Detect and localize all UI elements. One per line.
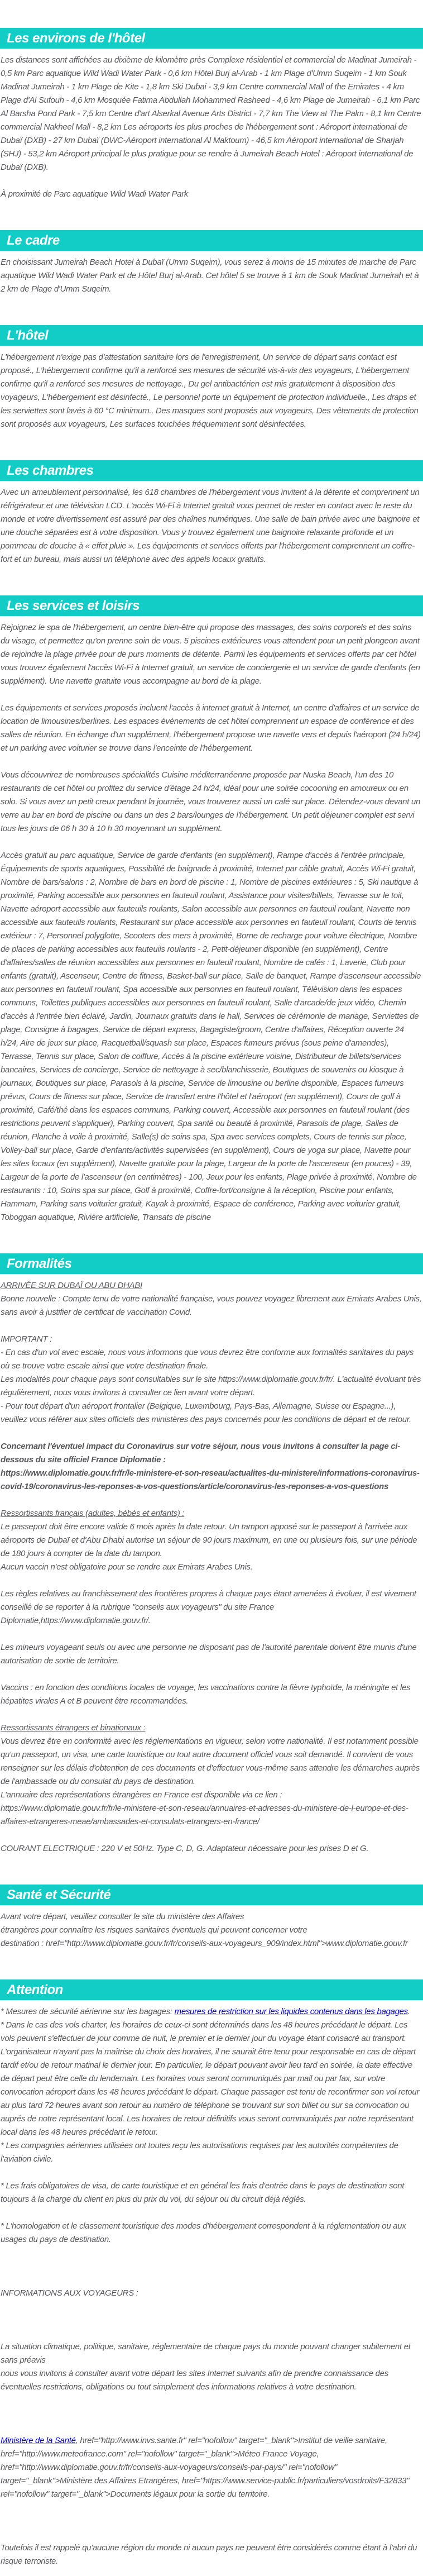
section-title-hotel: L'hôtel <box>7 327 49 343</box>
services-spa-paragraph: Rejoignez le spa de l'hébergement, un centre bien-être qui propose des massages, des soins corporels et des soins du visage, et permettez qu'on prenne soin de vous. 5 piscines extérieures vous attendent pour un petit plongeon avant de rejoindre la plage privée pour de purs moments de détente. Parmi les équipements et services offerts par cet hôtel vous trouvez également l'accès Wi-Fi à Internet gratuit, un service de conciergerie et un service de garde d'enfants (en supplément). Une navette gratuite vous accompagne au bord de la plage. <box>1 623 420 686</box>
section-surroundings <box>0 28 423 201</box>
health-ministry-link[interactable]: Ministère de la Santé <box>1 2436 76 2445</box>
spacer <box>1 2394 422 2434</box>
minors-paragraph: Les mineurs voyageant seuls ou avec une personne ne disposant pas de l'autorité parentale doivent être munis d'une autorisation de sortie de territoire. <box>1 1643 417 1666</box>
section-title-services: Les services et loisirs <box>7 598 140 613</box>
section-setting <box>0 230 423 296</box>
charter-flights-paragraph: * Dans le cas des vols charter, les horaires de ceux-ci sont déterminés dans les 48 heures précédant le départ. Les vols peuvent s'effectuer de jour comme de nuit, le premier et le dernier jour du voyage étant consacré au transport. L'organisateur n'ayant pas la maîtrise du choix des horaires, il ne saurait être tenu pour responsable en cas de départ tardif et/ou de retour matinal le dernier jour. En particulier, le départ pouvant avoir lieu tard en soirée, la date effective de départ peut être celle du lendemain. Les horaires vous seront communiqués par mail ou par fax, sur votre convocation aéroport dans les 48 heures précédant le départ. Chaque passager est tenu de reconfirmer son vol retour au plus tard 72 heures avant son retour au numéro de téléphone se trouvant sur son billet ou sur sa convocation ou auprés de notre représentant local. Les horaires de retour définitifs vous seront communiqués par notre représentant local dans les 48 heures précédant le retour. <box>1 2020 420 2137</box>
baggage-restrictions-link[interactable]: mesures de restriction sur les liquides contenus dans les bagages <box>174 2007 408 2016</box>
french-nationals-vaccine-paragraph: Aucun vaccin n'est obligatoire pour se rendre aux Emirats Arabes Unis. <box>1 1562 253 1572</box>
important-item-3: - Pour tout départ d'un aéroport frontalier (Belgique, Luxembourg, Pays-Bas, Allemagne, Suisse ou Espagne...), veuillez vous référer aux sites officiels des ministères des pays concernés pour les conditions de départ et de retour. <box>1 1401 411 1424</box>
important-label: IMPORTANT : <box>1 1334 52 1344</box>
travelers-info-heading: INFORMATIONS AUX VOYAGEURS : <box>1 2288 138 2298</box>
important-item-1: - En cas d'un vol avec escale, nous vous informons que vous devrez être conforme aux formalités sanitaires du pays où se trouve votre escale ainsi que votre destination finale. <box>1 1348 414 1371</box>
border-rules-paragraph: Les règles relatives au franchissement des frontières propres à chaque pays étant amenées à évoluer, il est vivement conseillé de se reporter à la rubrique "conseils aux voyageurs" du site France Diplomatie,https://www.diplomatie.gouv.fr/. <box>1 1589 416 1625</box>
spacer <box>1 2246 422 2287</box>
french-nationals-heading: Ressortissants français (adultes, bébés et enfants) : <box>1 1509 185 1518</box>
health-advice-line-1: Avant votre départ, veuillez consulter le site du ministère des Affaires <box>1 1912 244 1921</box>
section-title-formalities: Formalités <box>7 1256 72 1271</box>
health-advice-line-2: étrangères pour connaître les risques sanitaires éventuels qui peuvent concerner votre <box>1 1925 307 1935</box>
spacer <box>1 2166 422 2179</box>
terrorism-notice-paragraph: Toutefois il est rappelé qu'aucune région du monde ni aucun pays ne peuvent être considérés comme étant à l'abri du risque terroriste. <box>1 2543 417 2566</box>
surroundings-nearby-paragraph: À proximité de Parc aquatique Wild Wadi Water Park <box>1 189 189 199</box>
spacer <box>1 1427 422 1440</box>
section-title-rooms: Les chambres <box>7 462 94 478</box>
section-header-attention <box>0 1979 423 2000</box>
foreign-directory-url: https://www.diplomatie.gouv.fr/fr/le-ministere-et-son-reseau/annuaires-et-adresses-du-ministere-de-l-europe-et-des-affaires-etrangeres-meae/ambassades-et-consulats-etrangers-en-france/ <box>1 1804 408 1826</box>
spacer <box>1 755 422 769</box>
official-links-paragraph <box>1 2434 422 2501</box>
covid-notice-url: https://www.diplomatie.gouv.fr/fr/le-ministere-et-son-reseau/actualites-du-ministere/informations-coronavirus-covid-19/coronavirus-les-reponses-a-vos-questions/article/coronavirus-les-reponses-a-vos-questions <box>1 1468 420 1491</box>
section-title-setting: Le cadre <box>7 232 60 248</box>
visa-fees-paragraph: * Les frais obligatoires de visa, de carte touristique et en général les frais d'entrée dans le pays de destination sont toujours à la charge du client en plus du prix du vol, du séjour ou du circuit déjà réglés. <box>1 2181 405 2204</box>
section-formalities <box>0 1253 423 1855</box>
section-hotel <box>0 325 423 431</box>
spacer <box>1 2206 422 2220</box>
spacer <box>1 1319 422 1333</box>
spacer <box>1 1494 422 1507</box>
hotel-covid-measures-paragraph: L'hébergement n'exige pas d'attestation sanitaire lors de l'enregistrement, Un service de départ sans contact est proposé., L'hébergement confirme qu'il a renforcé ses mesures de sécurité vis-à-vis des voyageurs, L'hébergement confirme qu'il a renforcé ses mesures de nettoyage., Du gel antibactérien est mis gratuitement à disposition des voyageurs, L'hébergement est désinfecté., Le personnel porte un équipement de protection individuelle., Les draps et les serviettes sont lavés à 60 °C minimum., Des masques sont proposés aux voyageurs, Des vêtements de protection sont proposés aux voyageurs, Les surfaces touchées fréquemment sont désinfectées. <box>1 352 419 429</box>
surroundings-distances-paragraph: Les distances sont affichées au dixième de kilomètre près Complexe résidentiel et commercial de Madinat Jumeirah - 0,5 km Parc aquatique Wild Wadi Water Park - 0,6 km Hôtel Burj al-Arab - 1 km Plage d'Umm Suqeim - 1 km Souk Madinat Jumeirah - 1 km Plage de Kite - 1,8 km Ski Dubai - 3,9 km Centre commercial Mall of the Emirates - 4 km Plage d'Al Sufouh - 4,6 km Mosquée Fatima Abdullah Mohammed Rasheed - 4,6 km Plage de Jumeirah - 6,1 km Parc Al Barsha Pond Park - 7,5 km Centre d'art Alserkal Avenue Arts District - 7,7 km The View at The Palm - 8,1 km Centre commercial Nakheel Mall - 8,2 km Les aéroports les plus proches de l'hébergement sont : Aéroport international de Dubaï (DXB) - 27 km Dubaï (DWC-Aéroport international Al Maktoum) - 46,5 km Aéroport international de Sharjah (SHJ) - 53,2 km Aéroport principal le plus pratique pour se rendre à Jumeirah Beach Hotel : Aéroport international de Dubaï (DXB). <box>1 55 421 172</box>
spacer <box>1 1628 422 1641</box>
section-header-setting <box>0 230 423 251</box>
foreign-nationals-heading: Ressortissants étrangers et binationaux : <box>1 1723 146 1733</box>
baggage-measures-paragraph <box>1 2005 422 2019</box>
spacer <box>1 2501 422 2541</box>
section-header-rooms <box>0 460 423 481</box>
airlines-authorization-paragraph: * Les compagnies aériennes utilisées ont toutes reçu les autorisations requises par les autorités compétentes de l'aviation civile. <box>1 2141 398 2164</box>
situation-paragraph-2: nous vous invitons à consulter avant votre départ les sites Internet suivants afin de prendre connaissance des éventuelles restrictions, obligations ou tout simplement des informations relatives à votre destination. <box>1 2369 388 2392</box>
spacer <box>1 1574 422 1587</box>
section-header-formalities <box>0 1253 423 1274</box>
arrival-paragraph: Bonne nouvelle : Compte tenu de votre nationalité française, vous pouvez voyagez librement aux Emirats Arabes Unis, sans avoir à justifier de certificat de vaccination Covid. <box>1 1294 422 1317</box>
section-header-hotel <box>0 325 423 346</box>
spacer <box>1 836 422 849</box>
french-nationals-passport-paragraph: Le passeport doit être encore valide 6 mois après la date retour. Un tampon apposé sur le passeport à l'arrivée aux aéroports de Dubaï et d'Abu Dhabi autorise un séjour de 90 jours maximum, en une ou plusieurs fois, sur une période de 180 jours à compter de la date du tampon. <box>1 1522 417 1558</box>
spacer <box>1 174 422 188</box>
section-health-security <box>0 1885 423 1950</box>
services-amenities-list: Accès gratuit au parc aquatique, Service de garde d'enfants (en supplément), Rampe d'accès à l'entrée principale, Équipements de sports aquatiques, Possibilité de baignade à proximité, Internet par câble gratuit, Accès Wi-Fi gratuit, Nombre de bars/salons : 2, Nombre de bars en bord de piscine : 1, Nombre de piscines extérieures : 5, Ski nautique à proximité, Parking accessible aux personnes en fauteuil roulant, Assistance pour visites/billets, Terrasse sur le toit, Navette aéroport accessible aux fauteuils roulants, Salon accessible aux personnes en fauteuil roulant, Navette non accessible aux fauteuils roulants, Restaurant sur place accessible aux personnes en fauteuil roulant, Courts de tennis extérieur : 7, Personnel polyglotte, Scooters des mers à proximité, Borne de recharge pour voiture électrique, Nombre de places de parking accessibles aux fauteuils roulants - 2, Petit-déjeuner disponible (en supplément), Centre d'affaires/salles de réunion accessibles aux personnes en fauteuil roulant, Nombre de cafés : 1, Laverie, Club pour enfants (gratuit), Ascenseur, Centre de fitness, Basket-ball sur place, Salle de banquet, Rampe d'ascenseur accessible aux personnes en fauteuil roulant, Spa accessible aux personnes en fauteuil roulant, Télévision dans les espaces communs, Toilettes publiques accessibles aux personnes en fauteuil roulant, Salle d'arcade/de jeux vidéo, Chemin d'accès à l'entrée bien éclairé, Jardin, Journaux gratuits dans le hall, Services de cérémonie de mariage, Serviettes de plage, Consigne à bagages, Service de départ express, Bagagiste/groom, Centre d'affaires, Réception ouverte 24 h/24, Aire de jeux sur place, Racquetball/squash sur place, Espaces fumeurs prévus (sous peine d'amendes), Terrasse, Tennis sur place, Salon de coiffure, Accès à la piscine extérieure voisine, Distributeur de billets/services bancaires, Services de concierge, Service de nettoyage à sec/blanchisserie, Boutiques de souvenirs ou kiosque à journaux, Boutiques sur place, Parasols à la piscine, Service de limousine ou berline disponible, Espaces fumeurs prévus, Cours de fitness sur place, Service de transfert entre l'hôtel et l'aéroport (en supplément), Cours de golf à proximité, Café/thé dans les espaces communs, Parking couvert, Accessible aux personnes en fauteuil roulant (des restrictions peuvent s'appliquer), Parking couvert, Spa santé ou beauté à proximité, Parasols de plage, Salles de réunion, Planche à voile à proximité, Salle(s) de soins spa, Spa avec services complets, Cours de tennis sur place, Volley-ball sur place, Garde d'enfants/activités supervisées (en supplément), Cours de yoga sur place, Navette pour les sites locaux (en supplément), Navette gratuite pour la plage, Largeur de la porte de l'ascenseur (en pouces) - 39, Largeur de la porte de l'ascenseur (en centimètres) - 100, Jeux pour les enfants, Plage privée à proximité, Nombre de restaurants : 10, Soins spa sur place, Golf à proximité, Coffre-fort/consigne à la réception, Piscine pour enfants, Hammam, Parking sans voiturier gratuit, Kayak à proximité, Espace de conférence, Parking avec voiturier gratuit, Toboggan aquatique, Rivière artificielle, Transats de piscine <box>1 851 421 1222</box>
section-header-services <box>0 595 423 616</box>
important-item-2: Les modalités pour chaque pays sont consultables sur le site https://www.diplomatie.gouv.fr/fr/. L'actualité évoluant très régulièrement, nous vous invitons à consulter ce lien avant votre départ. <box>1 1375 421 1397</box>
situation-paragraph-1: La situation climatique, politique, sanitaire, réglementaire de chaque pays du monde pouvant changer subitement et sans préavis <box>1 2342 411 2365</box>
services-business-paragraph: Les équipements et services proposés incluent l'accès à internet gratuit à Internet, un centre d'affaires et un service de location de limousines/berlines. Les espaces événements de cet hôtel comprennent un espace de conférence et des salles de réunion. En échange d'un supplément, l'hébergement propose une navette vers et depuis l'aéroport (24 h/24) et un parking avec voiturier se trouve dans l'enceinte de l'hébergement. <box>1 703 421 753</box>
section-title-surroundings: Les environs de l'hôtel <box>7 30 145 46</box>
section-title-attention: Attention <box>7 1982 63 1997</box>
baggage-measures-text: * Mesures de sécurité aérienne sur les bagages: <box>1 2007 175 2016</box>
foreign-nationals-paragraph: Vous devrez être en conformité avec les réglementations en vigueur, selon votre nationalité. Il est notamment possible qu'un passeport, un visa, une carte touristique ou tout autre document officiel vous soit demandé. Il convient de vous renseigner sur les délais d'obtention de ces documents et d'effectuer vous-même sans attendre les démarches auprès de l'ambassade ou du consulat du pays de destination. <box>1 1737 420 1786</box>
spacer <box>1 2300 422 2340</box>
section-services <box>0 595 423 1224</box>
rooms-paragraph: Avec un ameublement personnalisé, les 618 chambres de l'hébergement vous invitent à la détente et comprennent un réfrigérateur et une télévision LCD. L'accès Wi-Fi à Internet gratuit vous permet de rester en contact avec le reste du monde et votre divertissement est assuré par des chaînes numériques. Une salle de bain privée avec une baignoire et une douche séparées est à votre disposition. Vous y trouvez également une baignoire relaxante profonde et un pommeau de douche à « effet pluie ». Les équipements et services offerts par l'hébergement comprennent un coffre-fort et un bureau, mais aussi un téléphone avec des appels locaux gratuits. <box>1 488 420 564</box>
vaccines-paragraph: Vaccins : en fonction des conditions locales de voyage, les vaccinations contre la fièvre typhoïde, la méningite et les hépatites virales A et B peuvent être recommandées. <box>1 1683 411 1706</box>
section-rooms <box>0 460 423 566</box>
spacer <box>1 1708 422 1721</box>
spacer <box>1 1668 422 1681</box>
services-dining-paragraph: Vous découvrirez de nombreuses spécialités Cuisine méditerranéenne proposée par Nuska Beach, l'un des 10 restaurants de cet hôtel ou profitez du service d'étage 24 h/24, idéal pour une soirée cocooning en amoureux ou en solo. Si vous avez un petit creux pendant la journée, vous trouverez aussi un café sur place. Détendez-vous devant un verre au bar en bord de piscine ou dans un des 2 bars/lounges de l'hébergement. Un petit déjeuner complet est servi tous les jours de 06 h 30 à 10 h 30 moyennant un supplément. <box>1 770 421 833</box>
baggage-measures-period: . <box>407 2007 410 2016</box>
official-links-text: , href="http://www.invs.sante.fr" rel="nofollow" target="_blank">Institut de veille sanitaire, href="http://www.meteofrance.com" rel="nofollow" target="_blank">Méteo France Voyage, href="http://www.diplomatie.gouv.fr/fr/conseils-aux-voyageurs/conseils-par-pays/" rel="nofollow" target="_blank">Ministère des Affaires Etrangères, href="https://www.service-public.fr/particuliers/vosdroits/F32833" rel="nofollow" target="_blank">Documents légaux pour la sortie du territoire. <box>1 2436 410 2499</box>
foreign-directory-paragraph: L'annuaire des représentations étrangères en France est disponible via ce lien : <box>1 1790 282 1800</box>
arrival-heading: ARRIVÉE SUR DUBAÏ OU ABU DHABI <box>1 1281 142 1290</box>
section-header-health-security <box>0 1885 423 1905</box>
section-title-health-security: Santé et Sécurité <box>7 1887 111 1902</box>
classification-paragraph: * L'homologation et le classement touristique des modes d'hébergement correspondent à la réglementation ou aux usages du pays de destination. <box>1 2221 406 2244</box>
section-header-surroundings <box>0 28 423 49</box>
electric-current-paragraph: COURANT ELECTRIQUE : 220 V et 50Hz. Type C, D, G. Adaptateur nécessaire pour les prises D et G. <box>1 1844 369 1853</box>
section-attention <box>0 1979 423 2568</box>
covid-notice-paragraph: Concernant l'éventuel impact du Coronavirus sur votre séjour, nous vous invitons à consulter la page ci-dessous du site officiel France Diplomatie : <box>1 1442 400 1464</box>
health-advice-line-3: destination : href="http://www.diplomatie.gouv.fr/fr/conseils-aux-voyageurs_909/index.html">www.diplomatie.gouv.fr <box>1 1939 408 1948</box>
spacer <box>1 1829 422 1842</box>
setting-paragraph: En choisissant Jumeirah Beach Hotel à Dubaï (Umm Suqeim), vous serez à moins de 15 minutes de marche de Parc aquatique Wild Wadi Water Park et de Hôtel Burj al-Arab. Cet hôtel 5 se trouve à 1 km de Souk Madinat Jumeirah et à 2 km de Plage d'Umm Suqeim. <box>1 257 419 294</box>
spacer <box>1 688 422 702</box>
